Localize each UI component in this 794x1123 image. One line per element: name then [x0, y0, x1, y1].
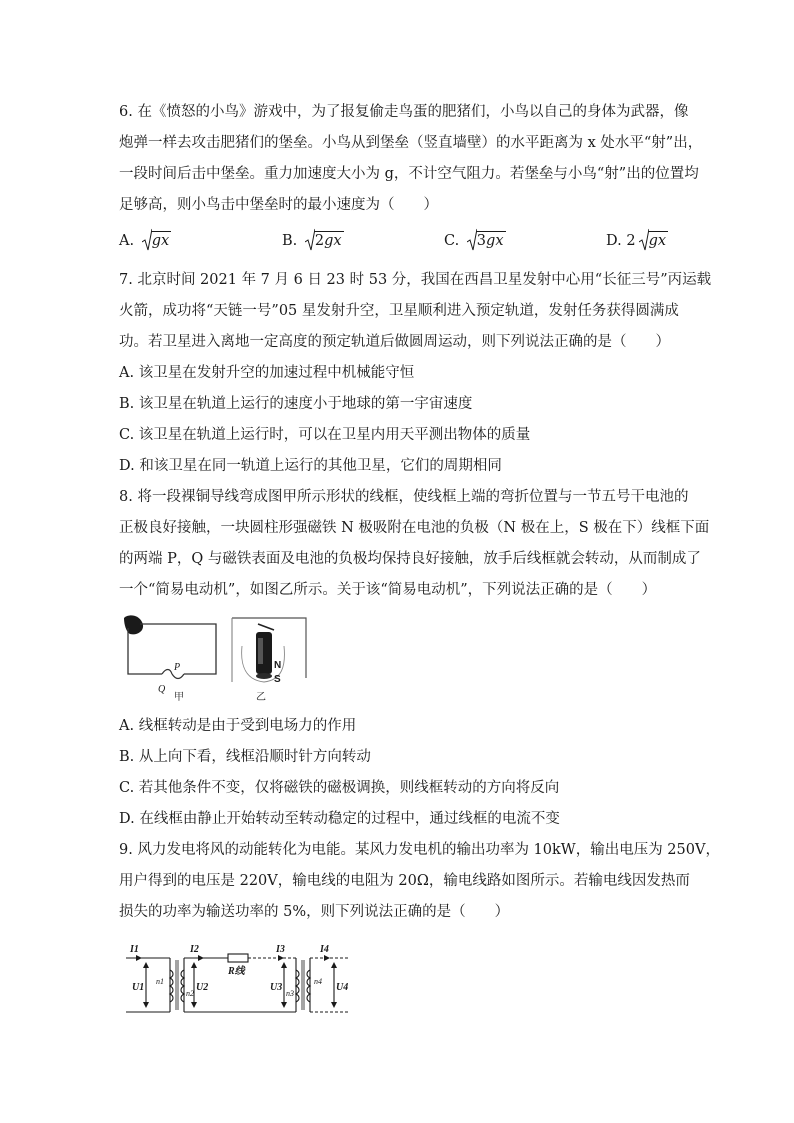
label-n1: n1	[156, 977, 164, 986]
radical-sign-icon	[142, 228, 152, 252]
q8-option-d[interactable]: D. 在线框由静止开始转动至转动稳定的过程中，通过线框的电流不变	[119, 811, 560, 827]
label-u1: U1	[132, 982, 145, 993]
q7-line-1: 7. 北京时间 2021 年 7 月 6 日 23 时 53 分，我国在西昌卫星发射中心用“长征三号”丙运载	[119, 272, 712, 288]
label-yi: 乙	[256, 692, 266, 703]
q7-option-d[interactable]: D. 和该卫星在同一轨道上运行的其他卫星，它们的周期相同	[119, 458, 502, 474]
q6-option-c[interactable]	[444, 231, 506, 251]
q9-line-2: 用户得到的电压是 220V，输电线的电阻为 20Ω，输电线路如图所示。若输电线因发热而	[119, 873, 690, 889]
option-coefficient: 2	[626, 233, 636, 249]
label-u2: U2	[196, 982, 209, 993]
option-label: C.	[444, 233, 460, 249]
option-label: A.	[119, 233, 135, 249]
figure-yi-motor-photo	[228, 616, 310, 704]
option-label: B.	[282, 233, 298, 249]
option-label: D.	[606, 233, 622, 249]
label-p: P	[174, 662, 181, 673]
label-n3: n3	[286, 989, 294, 998]
sqrt-expression: gx	[639, 231, 668, 251]
label-u3: U3	[270, 982, 283, 993]
q7-line-3: 功。若卫星进入离地一定高度的预定轨道后做圆周运动，则下列说法正确的是（ ）	[119, 334, 670, 350]
sqrt-expression: gx	[142, 231, 171, 251]
q8-line-3: 的两端 P，Q 与磁铁表面及电池的负极均保持良好接触，放手后线框就会转动，从而制成了	[119, 551, 701, 567]
q8-line-4: 一个“简易电动机”，如图乙所示。关于该“简易电动机”，下列说法正确的是（ ）	[119, 582, 657, 598]
label-n4: n4	[314, 977, 322, 986]
label-i1: I1	[130, 944, 139, 955]
q7-option-b[interactable]: B. 该卫星在轨道上运行的速度小于地球的第一宇宙速度	[119, 396, 473, 412]
battery-contact-blob	[124, 615, 143, 634]
q9-line-3: 损失的功率为输送功率的 5%，则下列说法正确的是（ ）	[119, 904, 510, 920]
sqrt-expression: 3gx	[467, 231, 506, 251]
q8-option-c[interactable]: C. 若其他条件不变，仅将磁铁的磁极调换，则线框转动的方向将反向	[119, 780, 560, 796]
sqrt-expression: 2gx	[305, 231, 344, 251]
label-q: Q	[158, 684, 166, 695]
radical-sign-icon	[467, 228, 477, 252]
label-r-line: R线	[228, 966, 245, 977]
q6-line-1: 6. 在《愤怒的小鸟》游戏中，为了报复偷走鸟蛋的肥猪们，小鸟以自己的身体为武器，像	[119, 104, 689, 120]
label-i2: I2	[190, 944, 199, 955]
label-n2: n2	[186, 989, 194, 998]
figure-jia-wire-frame	[122, 614, 222, 704]
q6-line-2: 炮弹一样去攻击肥猪们的堡垒。小鸟从到堡垒（竖直墙壁）的水平距离为 x 处水平“射”出，	[119, 135, 703, 151]
q6-option-a[interactable]	[119, 231, 171, 251]
q8-option-a[interactable]: A. 线框转动是由于受到电场力的作用	[119, 718, 357, 734]
q8-line-1: 8. 将一段裸铜导线弯成图甲所示形状的线框，使线框上端的弯折位置与一节五号干电池的	[119, 489, 689, 505]
q6-option-b[interactable]	[282, 231, 344, 251]
q7-option-c[interactable]: C. 该卫星在轨道上运行时，可以在卫星内用天平测出物体的质量	[119, 427, 531, 443]
label-i3: I3	[276, 944, 285, 955]
radical-sign-icon	[639, 228, 649, 252]
q7-line-2: 火箭，成功将“天链一号”05 星发射升空，卫星顺利进入预定轨道，发射任务获得圆满成	[119, 303, 679, 319]
label-jia: 甲	[174, 692, 184, 703]
radical-sign-icon	[305, 228, 315, 252]
transmission-circuit-diagram	[124, 940, 360, 1018]
label-s: S	[274, 674, 281, 685]
q7-option-a[interactable]: A. 该卫星在发射升空的加速过程中机械能守恒	[119, 365, 415, 381]
q9-line-1: 9. 风力发电将风的动能转化为电能。某风力发电机的输出功率为 10kW，输出电压为 250V，	[119, 842, 720, 858]
label-n: N	[274, 660, 282, 671]
q6-option-d[interactable]	[606, 231, 668, 251]
q8-option-b[interactable]: B. 从上向下看，线框沿顺时针方向转动	[119, 749, 371, 765]
label-i4: I4	[320, 944, 329, 955]
q6-line-3: 一段时间后击中堡垒。重力加速度大小为 g，不计空气阻力。若堡垒与小鸟“射”出的位置均	[119, 166, 699, 182]
q8-line-2: 正极良好接触，一块圆柱形强磁铁 N 极吸附在电池的负极（N 极在上，S 极在下）线框下面	[119, 520, 710, 536]
q6-line-4: 足够高，则小鸟击中堡垒时的最小速度为（ ）	[119, 197, 438, 213]
label-u4: U4	[336, 982, 349, 993]
